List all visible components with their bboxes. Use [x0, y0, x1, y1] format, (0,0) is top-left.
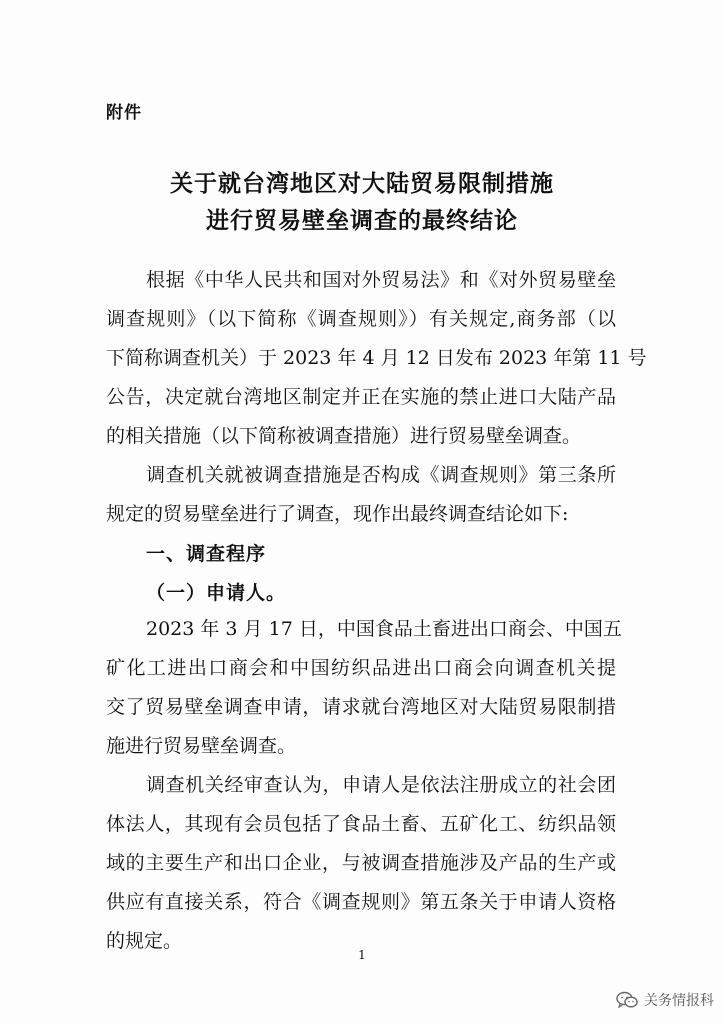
watermark	[616, 990, 714, 1010]
paragraph-line: 调查规则》（以下简称《调查规则》）有关规定,商务部（以	[106, 308, 616, 330]
paragraph-line: 调查机关经审查认为，申请人是依法注册成立的社会团	[146, 774, 616, 796]
paragraph-line: 矿化工进出口商会和中国纺织品进出口商会向调查机关提	[106, 657, 616, 679]
paragraph-line: 域的主要生产和出口企业，与被调查措施涉及产品的生产或	[106, 852, 616, 874]
paragraph-line: 调查机关就被调查措施是否构成《调查规则》第三条所	[146, 464, 616, 486]
section-heading: 一、调查程序	[146, 543, 267, 565]
document-title-line-2: 进行贸易壁垒调查的最终结论	[206, 207, 518, 234]
paragraph-line: 供应有直接关系，符合《调查规则》第五条关于申请人资格	[106, 891, 616, 913]
paragraph-line: 的规定。	[106, 930, 183, 952]
paragraph-line: 的相关措施（以下简称被调查措施）进行贸易壁垒调查。	[106, 425, 582, 447]
attachment-label: 附件	[106, 103, 142, 123]
paragraph-line: 根据《中华人民共和国对外贸易法》和《对外贸易壁垒	[146, 269, 616, 291]
document-title-line-1: 关于就台湾地区对大陆贸易限制措施	[170, 170, 554, 197]
paragraph-line: 2023 年 3 月 17 日，中国食品土畜进出口商会、中国五	[146, 618, 622, 640]
paragraph-line: 施进行贸易壁垒调查。	[106, 735, 297, 757]
subsection-heading: （一）申请人。	[146, 582, 287, 604]
paragraph-line: 规定的贸易壁垒进行了调查，现作出最终调查结论如下:	[106, 503, 569, 525]
wechat-icon	[616, 991, 638, 1009]
page-number: 1	[358, 948, 366, 962]
paragraph-line: 交了贸易壁垒调查申请，请求就台湾地区对大陆贸易限制措	[106, 696, 616, 718]
watermark-text: 关务情报科	[644, 993, 714, 1009]
paragraph-line: 下简称调查机关）于 2023 年 4 月 12 日发布 2023 年第 11 号	[106, 347, 647, 369]
paragraph-line: 体法人，其现有会员包括了食品土畜、五矿化工、纺织品领	[106, 813, 616, 835]
paragraph-line: 公告，决定就台湾地区制定并正在实施的禁止进口大陆产品	[106, 386, 616, 408]
